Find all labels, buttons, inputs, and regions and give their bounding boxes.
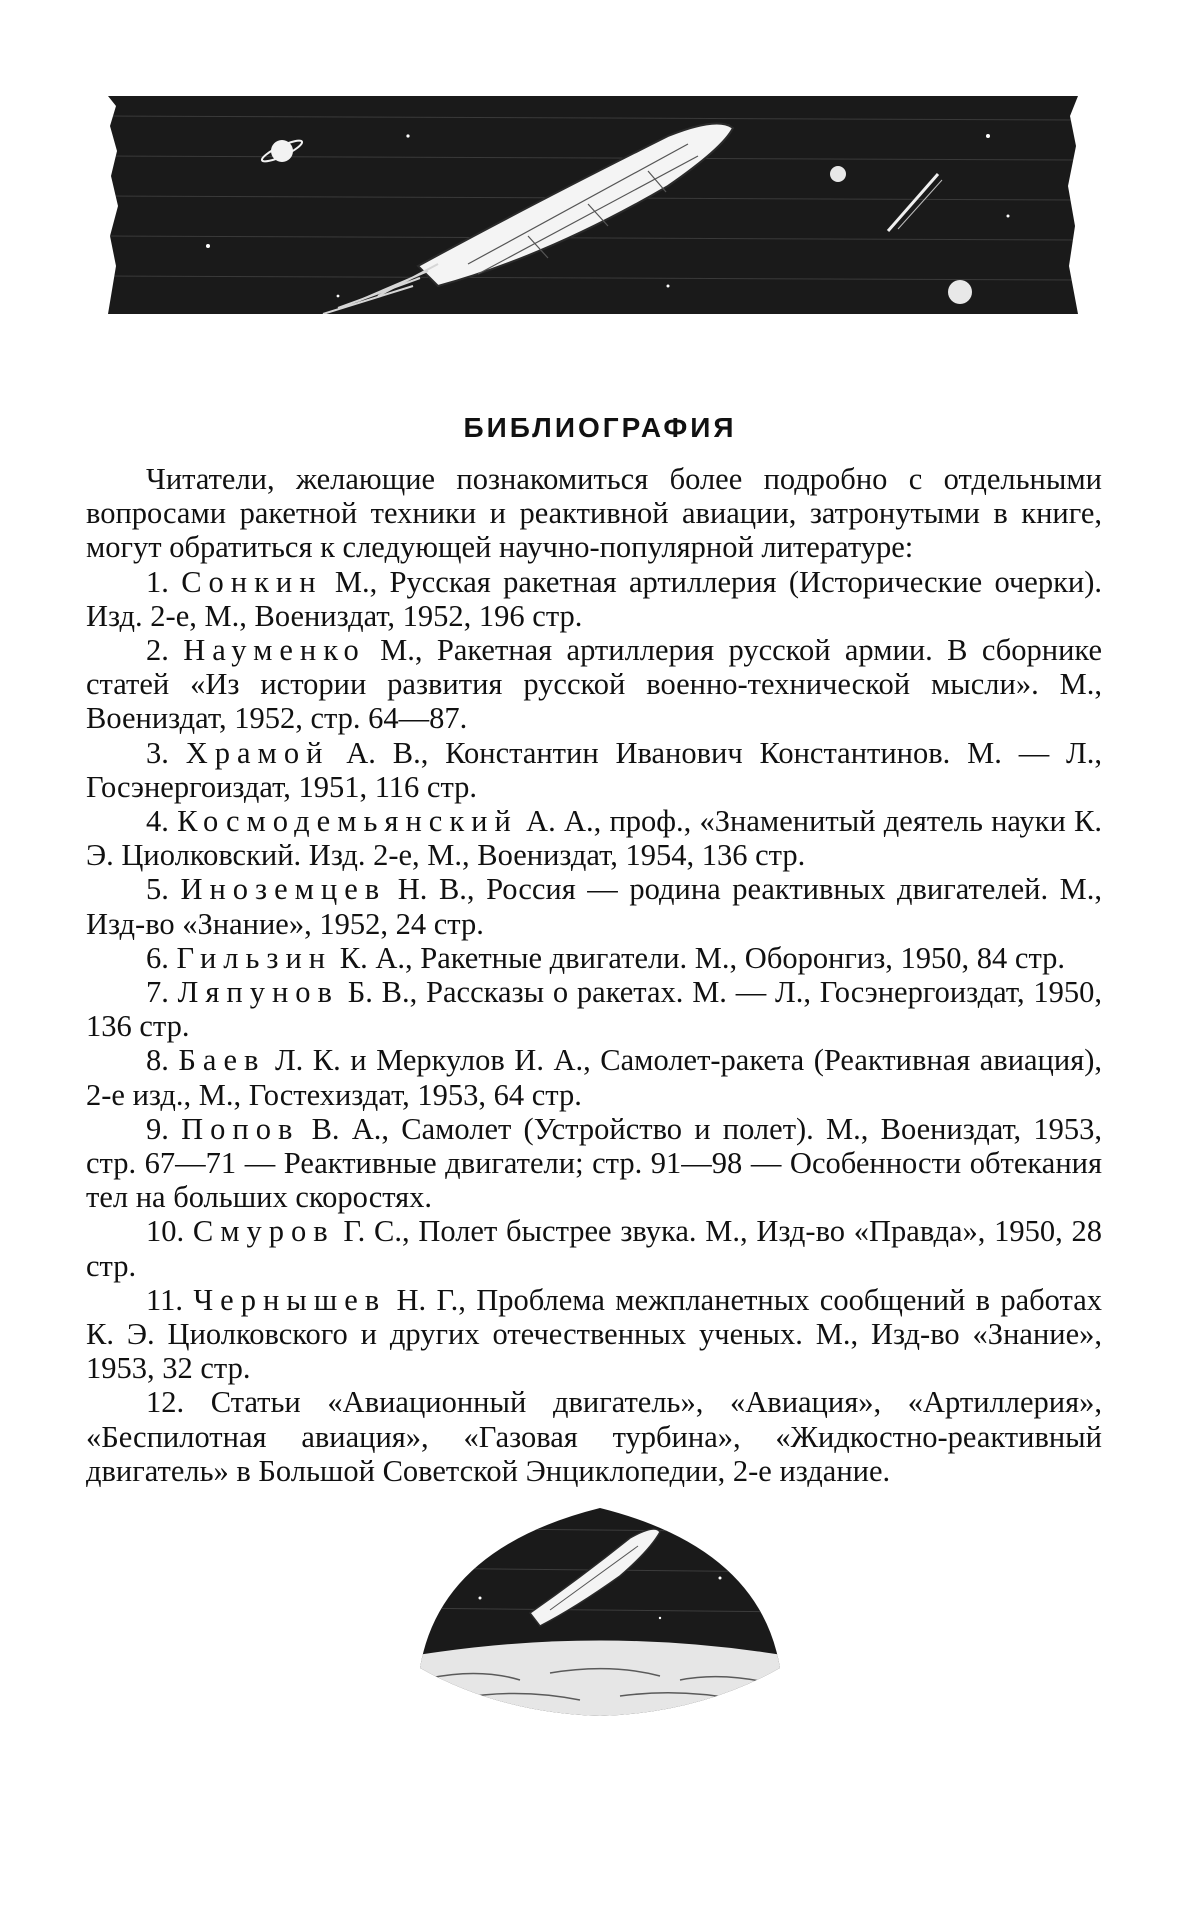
rocket-planet-illustration <box>400 1488 800 1718</box>
entry-number: 4. <box>146 804 169 839</box>
entry-number: 1. <box>146 564 169 599</box>
rocket-space-illustration <box>108 96 1078 314</box>
page-title: БИБЛИОГРАФИЯ <box>463 412 737 443</box>
entry-text: А. А., проф., «Знаменитый деятель науки К. Э. Циолковский. Изд. 2-е, М., Воениздат, 1954, 136 стр. <box>86 804 1103 873</box>
bibliography-text <box>86 462 1102 1488</box>
entry-text: Статьи «Авиационный двигатель», «Авиация», «Артиллерия», «Беспилотная авиация», «Газовая турбина», «Жидкостно-реактивный двигатель» в Большой Советской Энциклопедии, 2-е издание. <box>86 1385 1102 1488</box>
entry-text: Г. С., Полет быстрее звука. М., Изд-во «Правда», 1950, 28 стр. <box>86 1214 1102 1283</box>
entry-author: Чернышев <box>193 1282 387 1317</box>
entry-author: Космодемьянский <box>177 804 518 839</box>
entry-author: Попов <box>181 1111 300 1146</box>
entry-text: Б. В., Рассказы о ракетах. М. — Л., Госэнергоиздат, 1950, 136 стр. <box>86 975 1102 1044</box>
entry-author: Науменко <box>183 633 366 668</box>
entry-number: 9. <box>146 1111 169 1146</box>
bibliography-entry <box>86 804 1102 872</box>
bibliography-entry <box>86 975 1102 1043</box>
bibliography-entry <box>86 736 1102 804</box>
bibliography-entry <box>86 872 1102 940</box>
entry-number: 6. <box>146 940 169 975</box>
entry-author: Иноземцев <box>180 872 387 907</box>
entry-author: Баев <box>178 1043 266 1078</box>
entry-text: К. А., Ракетные двигатели. М., Оборонгиз, 1950, 84 стр. <box>339 940 1066 975</box>
entry-text: Н. В., Россия — родина реактивных двигателей. М., Изд-во «Знание», 1952, 24 стр. <box>86 872 1103 941</box>
entry-number: 11. <box>146 1282 183 1317</box>
entry-number: 3. <box>146 735 169 770</box>
entry-author: Гильзин <box>176 940 333 975</box>
bibliography-entry <box>86 1385 1102 1488</box>
planet-horizon <box>400 1641 800 1719</box>
entry-author: Ляпунов <box>177 975 339 1010</box>
bibliography-entry <box>86 1043 1102 1111</box>
bibliography-entry <box>86 1214 1102 1282</box>
bibliography-entry <box>86 565 1102 633</box>
entry-text: М., Ракетная артиллерия русской армии. В сборнике статей «Из истории развития русской военно-технической мысли». М., Воениздат, 1952, стр. 64—87. <box>86 633 1102 736</box>
entry-number: 12. <box>146 1385 185 1420</box>
bibliography-entry <box>86 941 1102 975</box>
entry-author: Сонкин <box>181 564 323 599</box>
entry-number: 8. <box>146 1043 169 1078</box>
entry-text: В. А., Самолет (Устройство и полет). М., Воениздат, 1953, стр. 67—71 — Реактивные двигатели; стр. 91—98 — Особенности обтекания тел на больших скоростях. <box>86 1111 1103 1215</box>
entry-text: М., Русская ракетная артиллерия (Исторические очерки). Изд. 2-е, М., Воениздат, 1952, 196 стр. <box>86 564 1103 633</box>
intro-paragraph: Читатели, желающие познакомиться более подробно с отдельными вопросами ракетной техники и реактивной авиации, затронутыми в книге, могут обратиться к следующей научно-популярной литературе: <box>86 462 1102 565</box>
entry-number: 10. <box>146 1214 185 1249</box>
entry-number: 5. <box>146 872 169 907</box>
bibliography-entry <box>86 633 1102 736</box>
entry-number: 7. <box>146 975 169 1010</box>
entry-author: Смуров <box>192 1214 335 1249</box>
entry-text: Л. К. и Меркулов И. А., Самолет-ракета (Реактивная авиация), 2-е изд., М., Гостехиздат, 1953, 64 стр. <box>86 1043 1103 1112</box>
bibliography-entry <box>86 1283 1102 1386</box>
entry-author: Храмой <box>185 735 330 770</box>
entry-text: Н. Г., Проблема межпланетных сообщений в работах К. Э. Циолковского и других отечественных ученых. М., Изд-во «Знание», 1953, 32 стр. <box>86 1282 1103 1386</box>
entry-number: 2. <box>146 633 169 668</box>
bibliography-entry <box>86 1112 1102 1215</box>
entry-text: А. В., Константин Иванович Константинов. М. — Л., Госэнергоиздат, 1951, 116 стр. <box>86 735 1102 804</box>
